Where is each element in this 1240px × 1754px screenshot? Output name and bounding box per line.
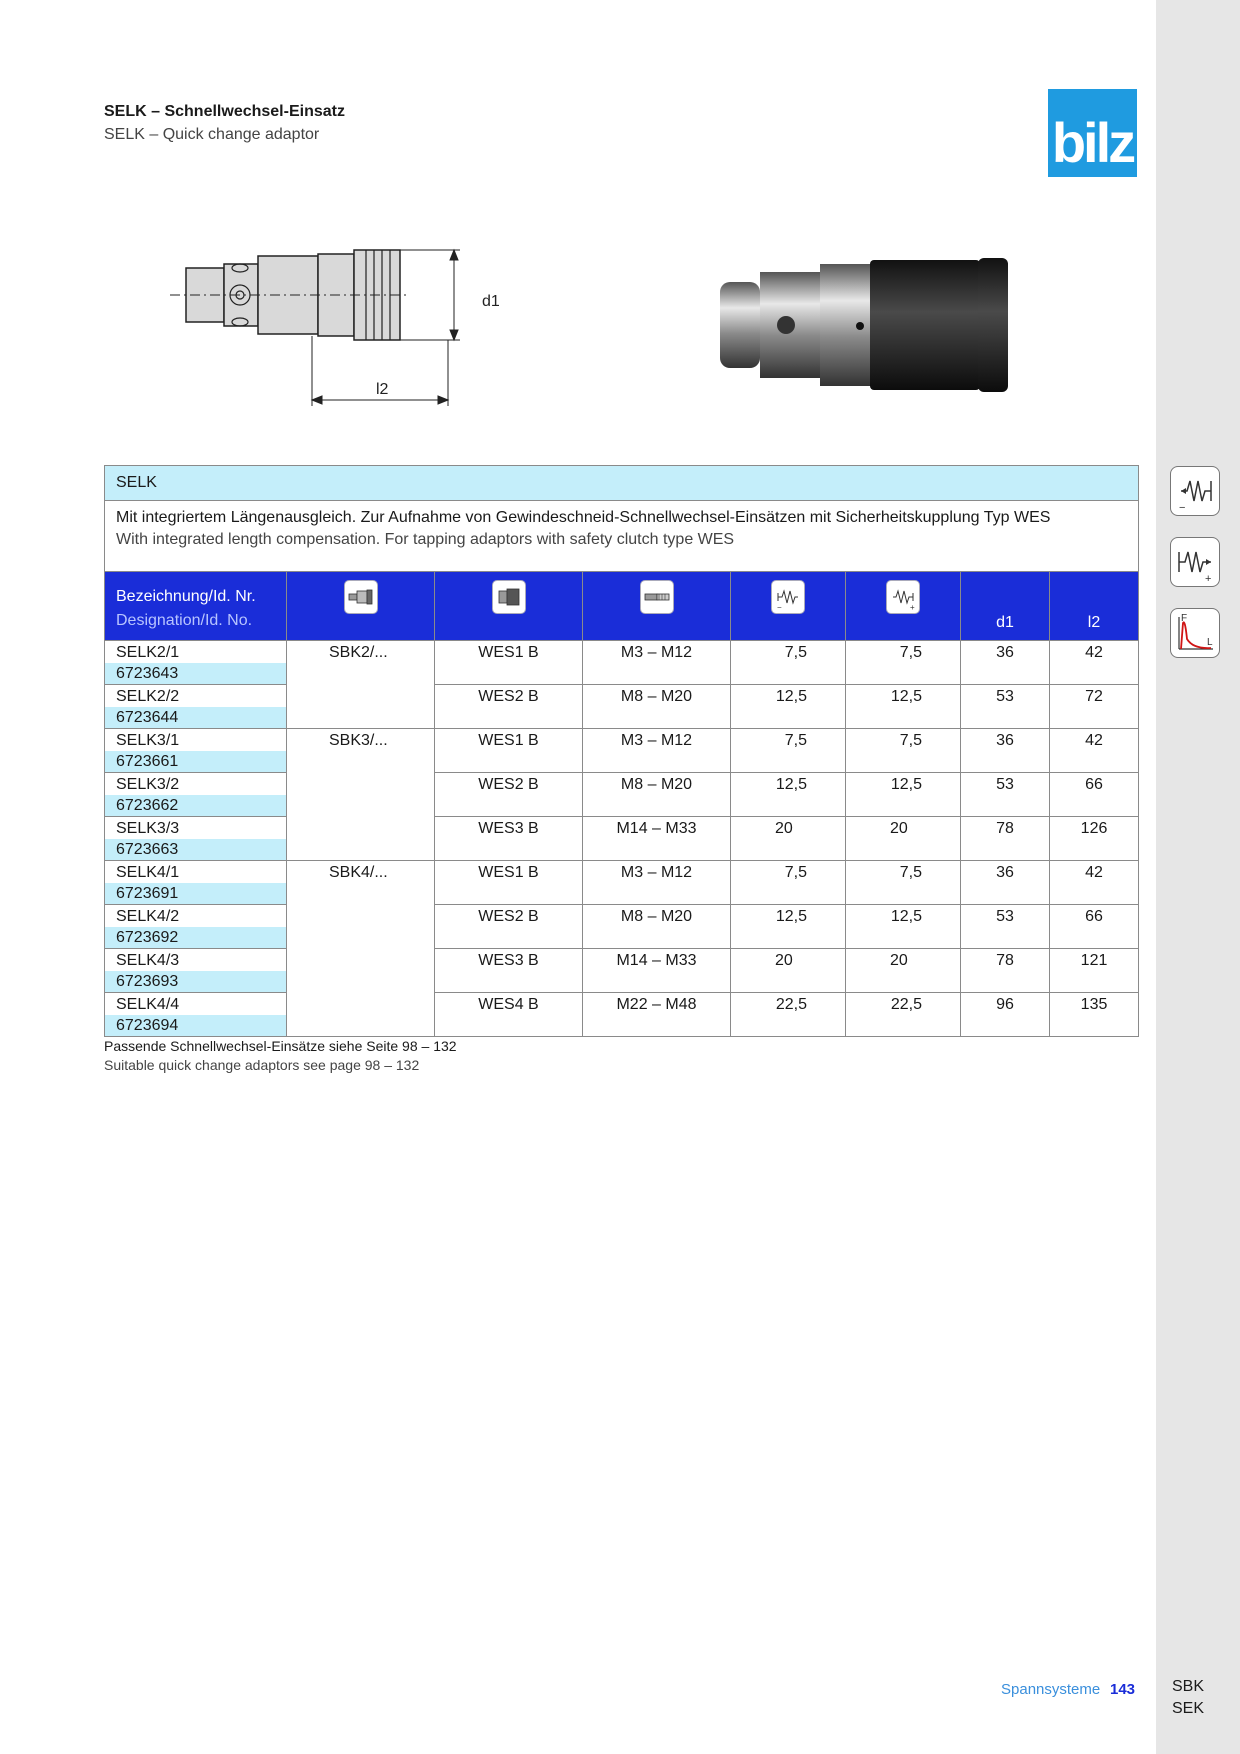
row-l2: 42	[1050, 641, 1139, 685]
row-thread: M22 – M48	[583, 993, 731, 1037]
note-de: Passende Schnellwechsel-Einsätze siehe Seite 98 – 132	[104, 1038, 457, 1054]
row-wes: WES2 B	[435, 905, 583, 949]
row-wes: WES2 B	[435, 685, 583, 729]
row-wes: WES1 B	[435, 641, 583, 685]
row-comp-minus: 12,5	[731, 685, 846, 729]
row-comp-plus: 7,5	[846, 729, 961, 773]
row-name: SELK3/3	[116, 820, 180, 837]
row-comp-plus: 12,5	[846, 905, 961, 949]
row-comp-plus: 12,5	[846, 685, 961, 729]
row-comp-plus: 7,5	[846, 641, 961, 685]
row-id: 6723691	[105, 883, 286, 904]
header-designation-en: Designation/Id. No.	[116, 612, 253, 629]
row-d1: 96	[961, 993, 1050, 1037]
svg-text:−: −	[777, 603, 782, 612]
row-thread: M3 – M12	[583, 861, 731, 905]
row-id: 6723662	[105, 795, 286, 816]
holder-group: SBK3/...	[287, 729, 435, 861]
row-d1: 36	[961, 729, 1050, 773]
table-row	[105, 729, 1139, 773]
tension-icon	[1170, 537, 1220, 587]
row-thread: M3 – M12	[583, 729, 731, 773]
row-name: SELK4/2	[116, 908, 180, 925]
row-d1: 78	[961, 817, 1050, 861]
svg-text:+: +	[910, 603, 915, 612]
tension-icon	[886, 580, 920, 614]
row-comp-plus: 12,5	[846, 773, 961, 817]
compression-icon	[1170, 466, 1220, 516]
footer-category: Spannsysteme	[1001, 1681, 1101, 1698]
row-l2: 126	[1050, 817, 1139, 861]
page-number: 143	[1110, 1681, 1136, 1698]
table-row	[105, 993, 1139, 1037]
row-thread: M8 – M20	[583, 773, 731, 817]
l2-label: l2	[376, 381, 389, 398]
row-name: SELK2/2	[116, 688, 180, 705]
row-wes: WES3 B	[435, 949, 583, 993]
row-name: SELK4/1	[116, 864, 180, 881]
row-wes: WES1 B	[435, 729, 583, 773]
row-name: SELK4/3	[116, 952, 180, 969]
row-name: SELK3/2	[116, 776, 180, 793]
row-l2: 66	[1050, 773, 1139, 817]
row-id: 6723661	[105, 751, 286, 772]
header-col-tap	[583, 572, 731, 641]
row-comp-minus: 12,5	[731, 905, 846, 949]
header-col-adaptor	[435, 572, 583, 641]
row-comp-plus: 20	[846, 817, 961, 861]
product-photo	[720, 250, 1030, 400]
row-comp-minus: 12,5	[731, 773, 846, 817]
row-l2: 42	[1050, 861, 1139, 905]
row-wes: WES1 B	[435, 861, 583, 905]
header-col-compression	[731, 572, 846, 641]
description-en: With integrated length compensation. For tapping adaptors with safety clutch type WES	[116, 531, 735, 548]
header-designation-de: Bezeichnung/Id. Nr.	[116, 588, 256, 605]
header-designation	[105, 572, 287, 641]
right-sidebar	[1156, 0, 1240, 1754]
row-wes: WES3 B	[435, 817, 583, 861]
table-description	[105, 501, 1139, 572]
row-l2: 42	[1050, 729, 1139, 773]
row-l2: 121	[1050, 949, 1139, 993]
row-id: 6723644	[105, 707, 286, 728]
table-row	[105, 641, 1139, 685]
table-title: SELK	[105, 466, 1139, 501]
header-col-holder	[287, 572, 435, 641]
table-row	[105, 905, 1139, 949]
section-code-sbk: SBK	[1172, 1678, 1205, 1695]
row-d1: 36	[961, 861, 1050, 905]
row-l2: 66	[1050, 905, 1139, 949]
header-col-l2: l2	[1050, 572, 1139, 641]
note-en: Suitable quick change adaptors see page 98 – 132	[104, 1057, 420, 1073]
row-thread: M8 – M20	[583, 905, 731, 949]
tap-icon	[640, 580, 674, 614]
row-comp-plus: 22,5	[846, 993, 961, 1037]
row-id: 6723643	[105, 663, 286, 684]
row-id: 6723663	[105, 839, 286, 860]
row-d1: 53	[961, 685, 1050, 729]
row-comp-minus: 22,5	[731, 993, 846, 1037]
row-wes: WES4 B	[435, 993, 583, 1037]
row-id: 6723693	[105, 971, 286, 992]
row-comp-minus: 7,5	[731, 729, 846, 773]
holder-group: SBK2/...	[287, 641, 435, 729]
row-comp-plus: 20	[846, 949, 961, 993]
row-comp-minus: 20	[731, 949, 846, 993]
tool-holder-icon	[344, 580, 378, 614]
technical-drawing	[170, 246, 530, 416]
description-de: Mit integriertem Längenausgleich. Zur Aufnahme von Gewindeschneid-Schnellwechsel-Einsätzen mit Sicherheitskupplung Typ WES	[116, 509, 1051, 526]
force-length-icon	[1170, 608, 1220, 658]
bilz-logo: bilz	[1048, 89, 1137, 177]
row-id: 6723692	[105, 927, 286, 948]
row-d1: 53	[961, 773, 1050, 817]
svg-text:−: −	[1179, 502, 1186, 514]
section-code-sek: SEK	[1172, 1700, 1205, 1717]
row-d1: 78	[961, 949, 1050, 993]
row-thread: M3 – M12	[583, 641, 731, 685]
row-comp-minus: 7,5	[731, 861, 846, 905]
svg-text:+: +	[1205, 573, 1212, 585]
row-comp-plus: 7,5	[846, 861, 961, 905]
page-title-en: SELK – Quick change adaptor	[104, 126, 320, 143]
table-row	[105, 685, 1139, 729]
row-name: SELK3/1	[116, 732, 180, 749]
row-thread: M14 – M33	[583, 817, 731, 861]
table-row	[105, 861, 1139, 905]
table-row	[105, 773, 1139, 817]
row-thread: M14 – M33	[583, 949, 731, 993]
header-col-d1: d1	[961, 572, 1050, 641]
row-name: SELK2/1	[116, 644, 180, 661]
row-l2: 135	[1050, 993, 1139, 1037]
row-id: 6723694	[105, 1015, 286, 1036]
row-wes: WES2 B	[435, 773, 583, 817]
row-comp-minus: 7,5	[731, 641, 846, 685]
product-table	[104, 465, 1139, 1037]
adaptor-icon	[492, 580, 526, 614]
header-col-tension	[846, 572, 961, 641]
row-l2: 72	[1050, 685, 1139, 729]
svg-text:L: L	[1207, 637, 1213, 648]
table-row	[105, 817, 1139, 861]
row-d1: 36	[961, 641, 1050, 685]
row-thread: M8 – M20	[583, 685, 731, 729]
row-comp-minus: 20	[731, 817, 846, 861]
row-d1: 53	[961, 905, 1050, 949]
svg-text:F: F	[1181, 613, 1188, 624]
d1-label: d1	[482, 293, 500, 310]
table-row	[105, 949, 1139, 993]
compression-icon	[771, 580, 805, 614]
holder-group: SBK4/...	[287, 861, 435, 1037]
page-title-de: SELK – Schnellwechsel-Einsatz	[104, 103, 345, 120]
row-name: SELK4/4	[116, 996, 180, 1013]
